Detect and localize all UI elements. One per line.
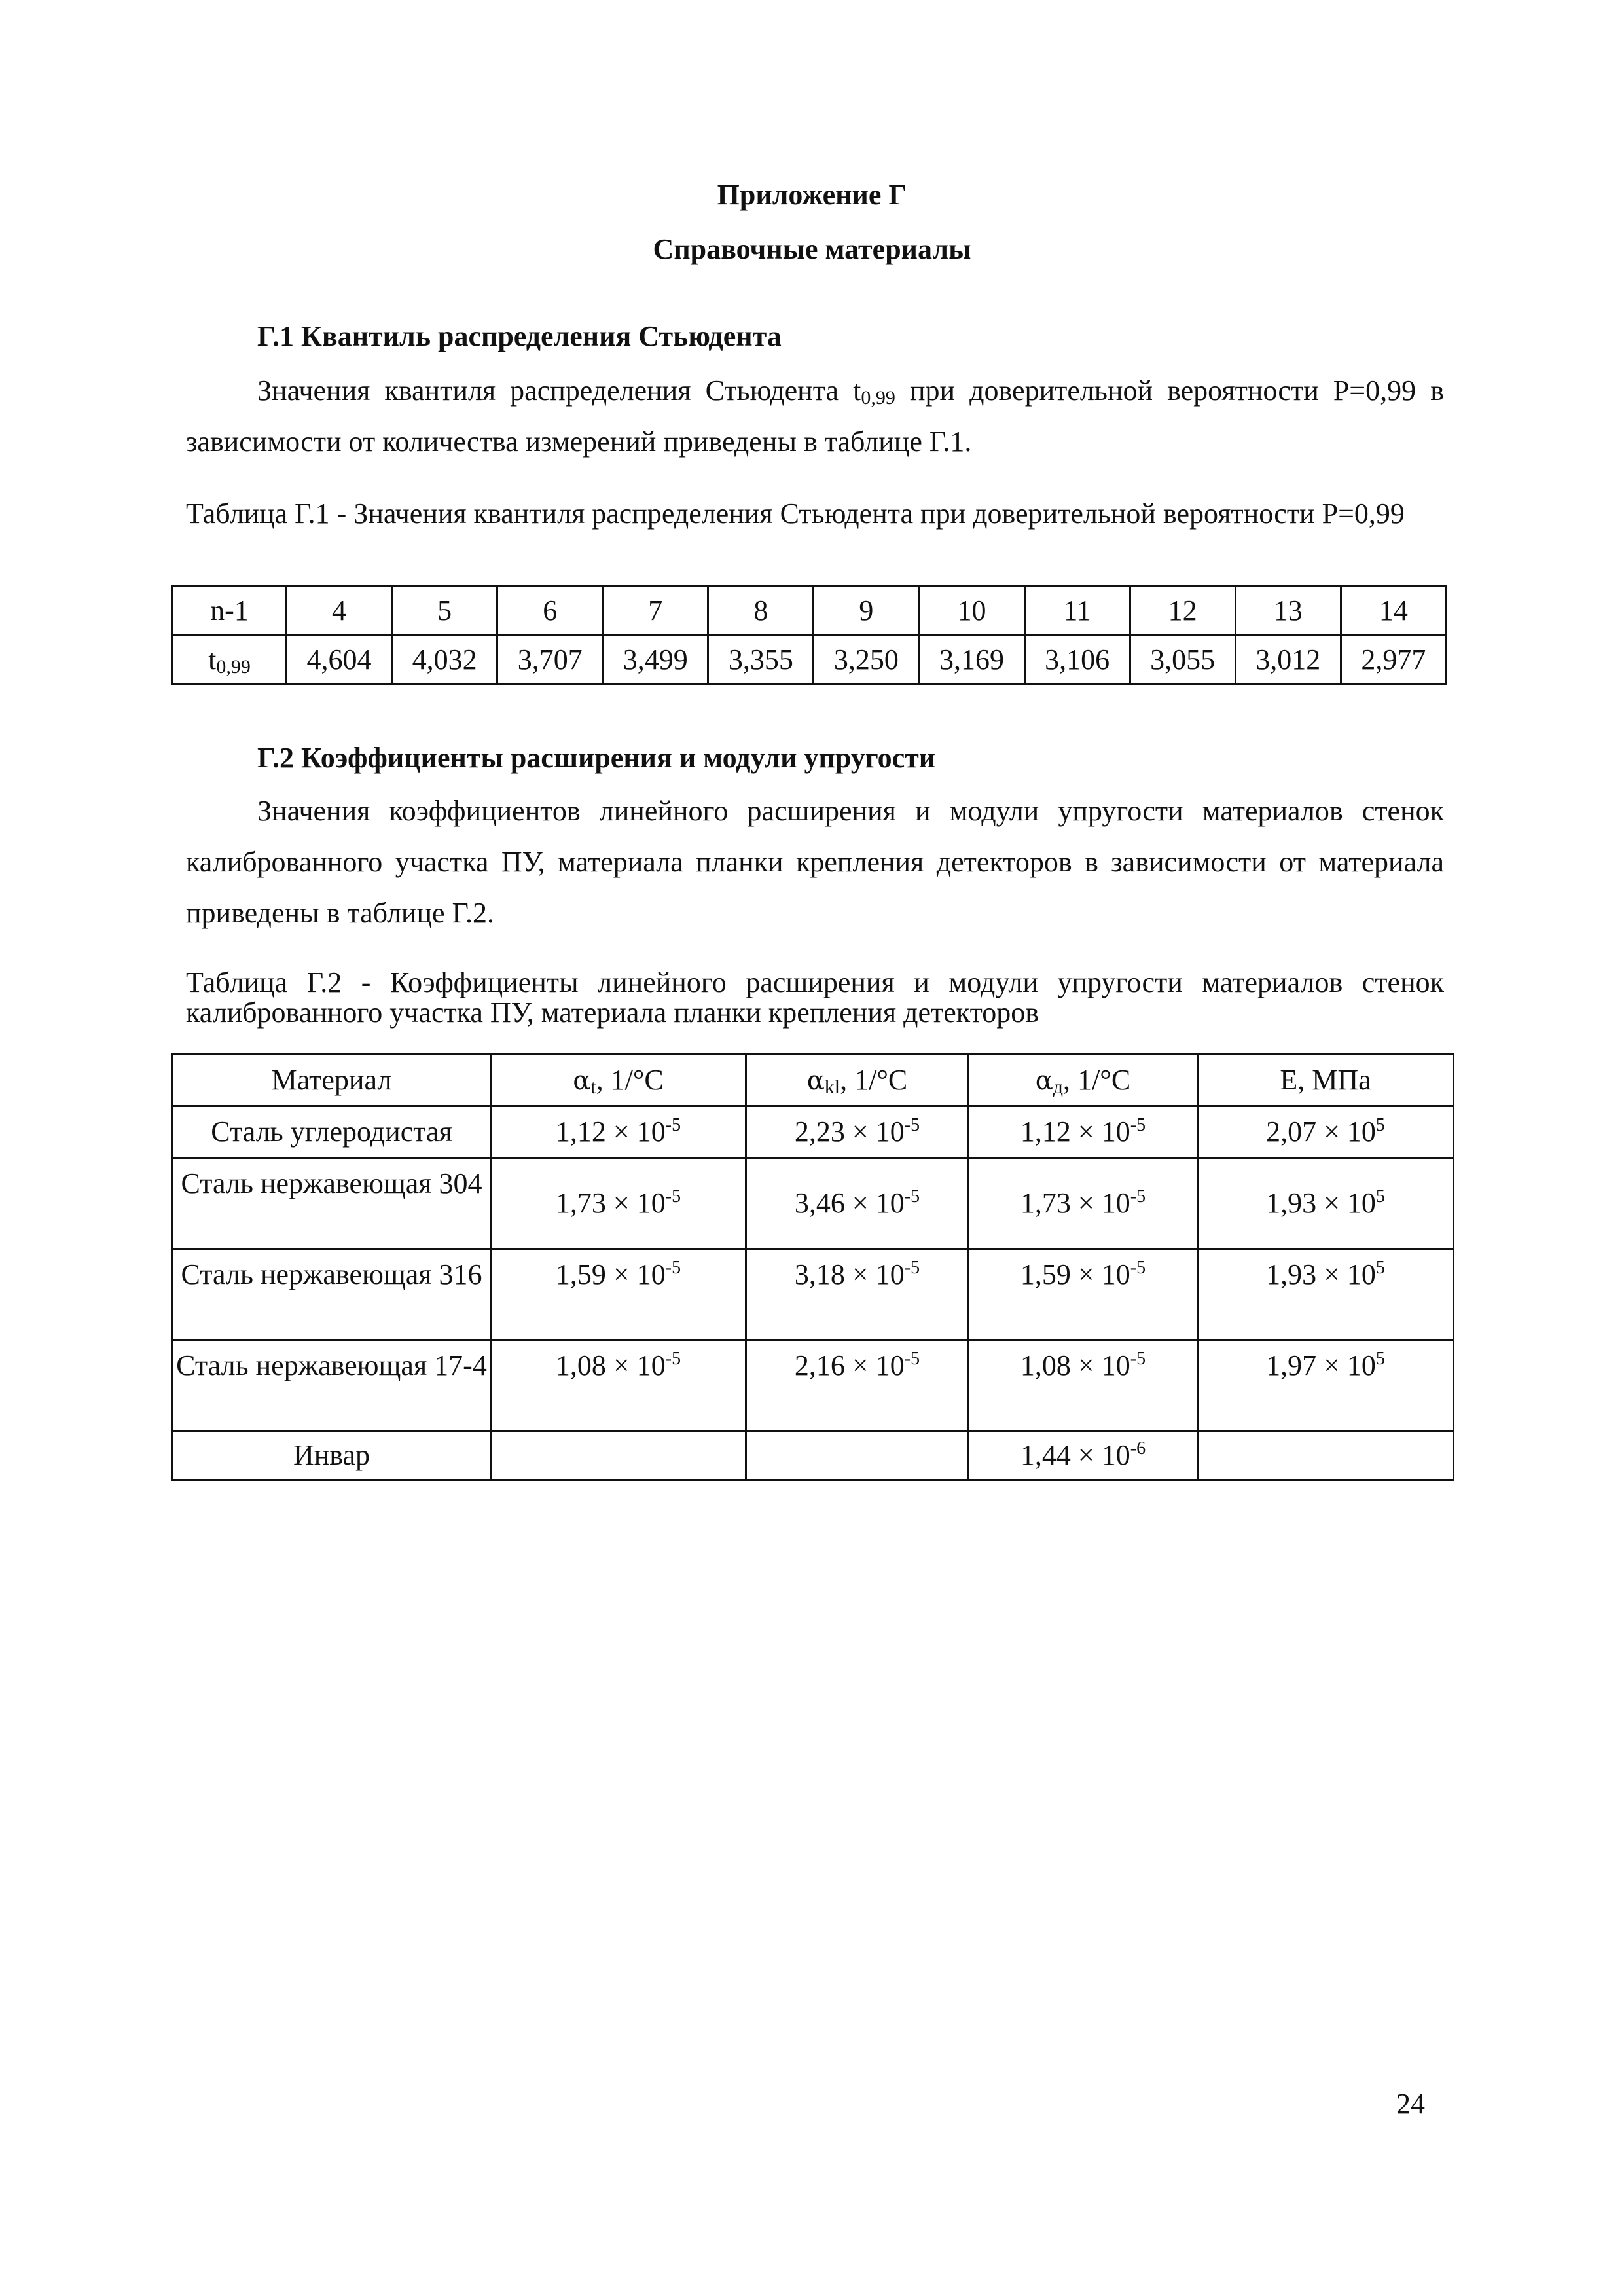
- modulus-cell: [1198, 1431, 1454, 1480]
- value-exponent: -5: [904, 1349, 920, 1369]
- value-mantissa: 1,44 × 10: [1020, 1439, 1130, 1471]
- value-mantissa: 1,93 × 10: [1266, 1258, 1376, 1290]
- material-cell: Сталь нержавеющая 316: [173, 1249, 491, 1340]
- n-value-cell: 13: [1235, 586, 1341, 635]
- alpha-symbol: α: [573, 1065, 591, 1096]
- value-mantissa: 1,73 × 10: [555, 1187, 666, 1219]
- alpha-d-cell: [969, 1340, 1198, 1431]
- table-header-row: [173, 1055, 1454, 1106]
- t-value-cell: 3,707: [497, 635, 603, 684]
- modulus-cell: [1198, 1106, 1454, 1158]
- alpha-d-subscript: д: [1053, 1076, 1064, 1098]
- alpha-d-cell: [969, 1431, 1198, 1480]
- unit-label: , 1/°C: [596, 1063, 664, 1096]
- n-value-cell: 5: [392, 586, 497, 635]
- table-row: [173, 1431, 1454, 1480]
- n-value-cell: 11: [1024, 586, 1130, 635]
- value-mantissa: 1,59 × 10: [555, 1258, 666, 1290]
- n-value-cell: 8: [708, 586, 814, 635]
- n-value-cell: 9: [814, 586, 919, 635]
- alpha-kl-subscript: kl: [824, 1076, 840, 1098]
- value-mantissa: 1,08 × 10: [555, 1349, 666, 1381]
- appendix-title: Приложение Г: [717, 179, 907, 211]
- t-value-cell: 4,604: [287, 635, 392, 684]
- value-exponent: 5: [1375, 1349, 1385, 1369]
- t-value-cell: 3,106: [1024, 635, 1130, 684]
- value-exponent: -5: [665, 1186, 681, 1207]
- t-symbol: t: [208, 643, 217, 676]
- t-value-cell: 3,169: [919, 635, 1024, 684]
- alpha-d-cell: [969, 1249, 1198, 1340]
- alpha-kl-cell: [746, 1106, 969, 1158]
- value-exponent: -6: [1130, 1438, 1146, 1459]
- table-row: [173, 586, 1447, 635]
- alpha-kl-cell: [746, 1158, 969, 1249]
- n-value-cell: 7: [603, 586, 708, 635]
- section-1-heading: Г.1 Квантиль распределения Стьюдента: [257, 320, 782, 352]
- value-exponent: -5: [904, 1186, 920, 1207]
- table-1-caption: Таблица Г.1 - Значения квантиля распределения Стьюдента при доверительной вероятности P=0,99: [186, 498, 1405, 530]
- t-value-cell: 2,977: [1341, 635, 1446, 684]
- modulus-cell: [1198, 1249, 1454, 1340]
- value-exponent: 5: [1375, 1115, 1385, 1135]
- value-exponent: -5: [1130, 1115, 1146, 1135]
- student-quantile-table: [171, 585, 1447, 685]
- material-cell: Инвар: [173, 1431, 491, 1480]
- value-mantissa: 1,12 × 10: [1020, 1116, 1130, 1148]
- value-mantissa: 1,12 × 10: [555, 1116, 666, 1148]
- page-number: 24: [1396, 2088, 1425, 2120]
- n-value-cell: 6: [497, 586, 603, 635]
- section-2-heading: Г.2 Коэффициенты расширения и модули упругости: [257, 742, 936, 774]
- header-material: Материал: [173, 1055, 491, 1106]
- t-value-cell: 3,012: [1235, 635, 1341, 684]
- value-mantissa: 1,08 × 10: [1020, 1349, 1130, 1381]
- table-1-header-cell: n-1: [173, 586, 287, 635]
- value-mantissa: 2,16 × 10: [794, 1349, 905, 1381]
- header-alpha-kl: [746, 1055, 969, 1106]
- table-row: [173, 1249, 1454, 1340]
- t-subscript: 0,99: [216, 655, 251, 678]
- alpha-t-cell: [491, 1431, 746, 1480]
- t-value-cell: 3,499: [603, 635, 708, 684]
- value-exponent: 5: [1375, 1186, 1385, 1207]
- table-row: [173, 1106, 1454, 1158]
- alpha-kl-cell: [746, 1431, 969, 1480]
- value-exponent: -5: [665, 1115, 681, 1135]
- header-modulus: E, МПа: [1198, 1055, 1454, 1106]
- value-exponent: -5: [665, 1349, 681, 1369]
- alpha-t-cell: [491, 1158, 746, 1249]
- section-1-paragraph: [186, 365, 1444, 467]
- value-mantissa: 3,18 × 10: [794, 1258, 905, 1290]
- unit-label: , 1/°C: [1063, 1063, 1131, 1096]
- t-value-cell: 3,355: [708, 635, 814, 684]
- value-mantissa: 1,93 × 10: [1266, 1187, 1376, 1219]
- header-alpha-d: [969, 1055, 1198, 1106]
- table-row: [173, 1158, 1454, 1249]
- appendix-subtitle: Справочные материалы: [653, 233, 971, 265]
- expansion-coefficients-table: [171, 1053, 1454, 1481]
- t-value-cell: 3,055: [1130, 635, 1235, 684]
- value-exponent: -5: [1130, 1258, 1146, 1278]
- value-exponent: -5: [1130, 1349, 1146, 1369]
- t-value-cell: 4,032: [392, 635, 497, 684]
- table-row: [173, 635, 1447, 684]
- alpha-symbol: α: [1035, 1065, 1053, 1096]
- value-mantissa: 1,59 × 10: [1020, 1258, 1130, 1290]
- material-cell: Сталь углеродистая: [173, 1106, 491, 1158]
- table-1-row-label-cell: [173, 635, 287, 684]
- alpha-t-cell: [491, 1340, 746, 1431]
- material-cell: Сталь нержавеющая 304: [173, 1158, 491, 1249]
- n-value-cell: 12: [1130, 586, 1235, 635]
- value-mantissa: 1,97 × 10: [1266, 1349, 1376, 1381]
- modulus-cell: [1198, 1340, 1454, 1431]
- n-value-cell: 10: [919, 586, 1024, 635]
- table-2-caption: Таблица Г.2 - Коэффициенты линейного расширения и модули упругости материалов стенок калиброванного участка ПУ, материала планки крепления детекторов: [186, 966, 1444, 1029]
- n-value-cell: 4: [287, 586, 392, 635]
- section-1-paragraph-start: Значения квантиля распределения Стьюдента t: [257, 374, 861, 407]
- alpha-t-cell: [491, 1106, 746, 1158]
- alpha-symbol: α: [806, 1065, 825, 1096]
- value-exponent: -5: [665, 1258, 681, 1278]
- value-mantissa: 2,07 × 10: [1266, 1116, 1376, 1148]
- modulus-cell: [1198, 1158, 1454, 1249]
- n-value-cell: 14: [1341, 586, 1446, 635]
- unit-label: , 1/°C: [840, 1063, 908, 1096]
- value-exponent: -5: [904, 1258, 920, 1278]
- material-cell: Сталь нержавеющая 17-4: [173, 1340, 491, 1431]
- value-exponent: 5: [1375, 1258, 1385, 1278]
- alpha-kl-cell: [746, 1249, 969, 1340]
- alpha-d-cell: [969, 1158, 1198, 1249]
- section-2-paragraph: Значения коэффициентов линейного расширения и модули упругости материалов стенок калиброванного участка ПУ, материала планки крепления детекторов в зависимости от материала приведены в таблице Г.2.: [186, 795, 1444, 929]
- t-value-cell: 3,250: [814, 635, 919, 684]
- value-mantissa: 3,46 × 10: [794, 1187, 905, 1219]
- section-1-paragraph-end: при доверительной вероятности P=0,99 в зависимости от количества измерений приведены в таблице Г.1.: [186, 374, 1445, 458]
- value-mantissa: 2,23 × 10: [794, 1116, 905, 1148]
- alpha-t-cell: [491, 1249, 746, 1340]
- table-row: [173, 1340, 1454, 1431]
- value-exponent: -5: [1130, 1186, 1146, 1207]
- alpha-d-cell: [969, 1106, 1198, 1158]
- value-mantissa: 1,73 × 10: [1020, 1187, 1130, 1219]
- value-exponent: -5: [904, 1115, 920, 1135]
- alpha-t-subscript: t: [590, 1076, 596, 1098]
- header-alpha-t: [491, 1055, 746, 1106]
- section-1-paragraph-subscript: 0,99: [861, 387, 895, 409]
- alpha-kl-cell: [746, 1340, 969, 1431]
